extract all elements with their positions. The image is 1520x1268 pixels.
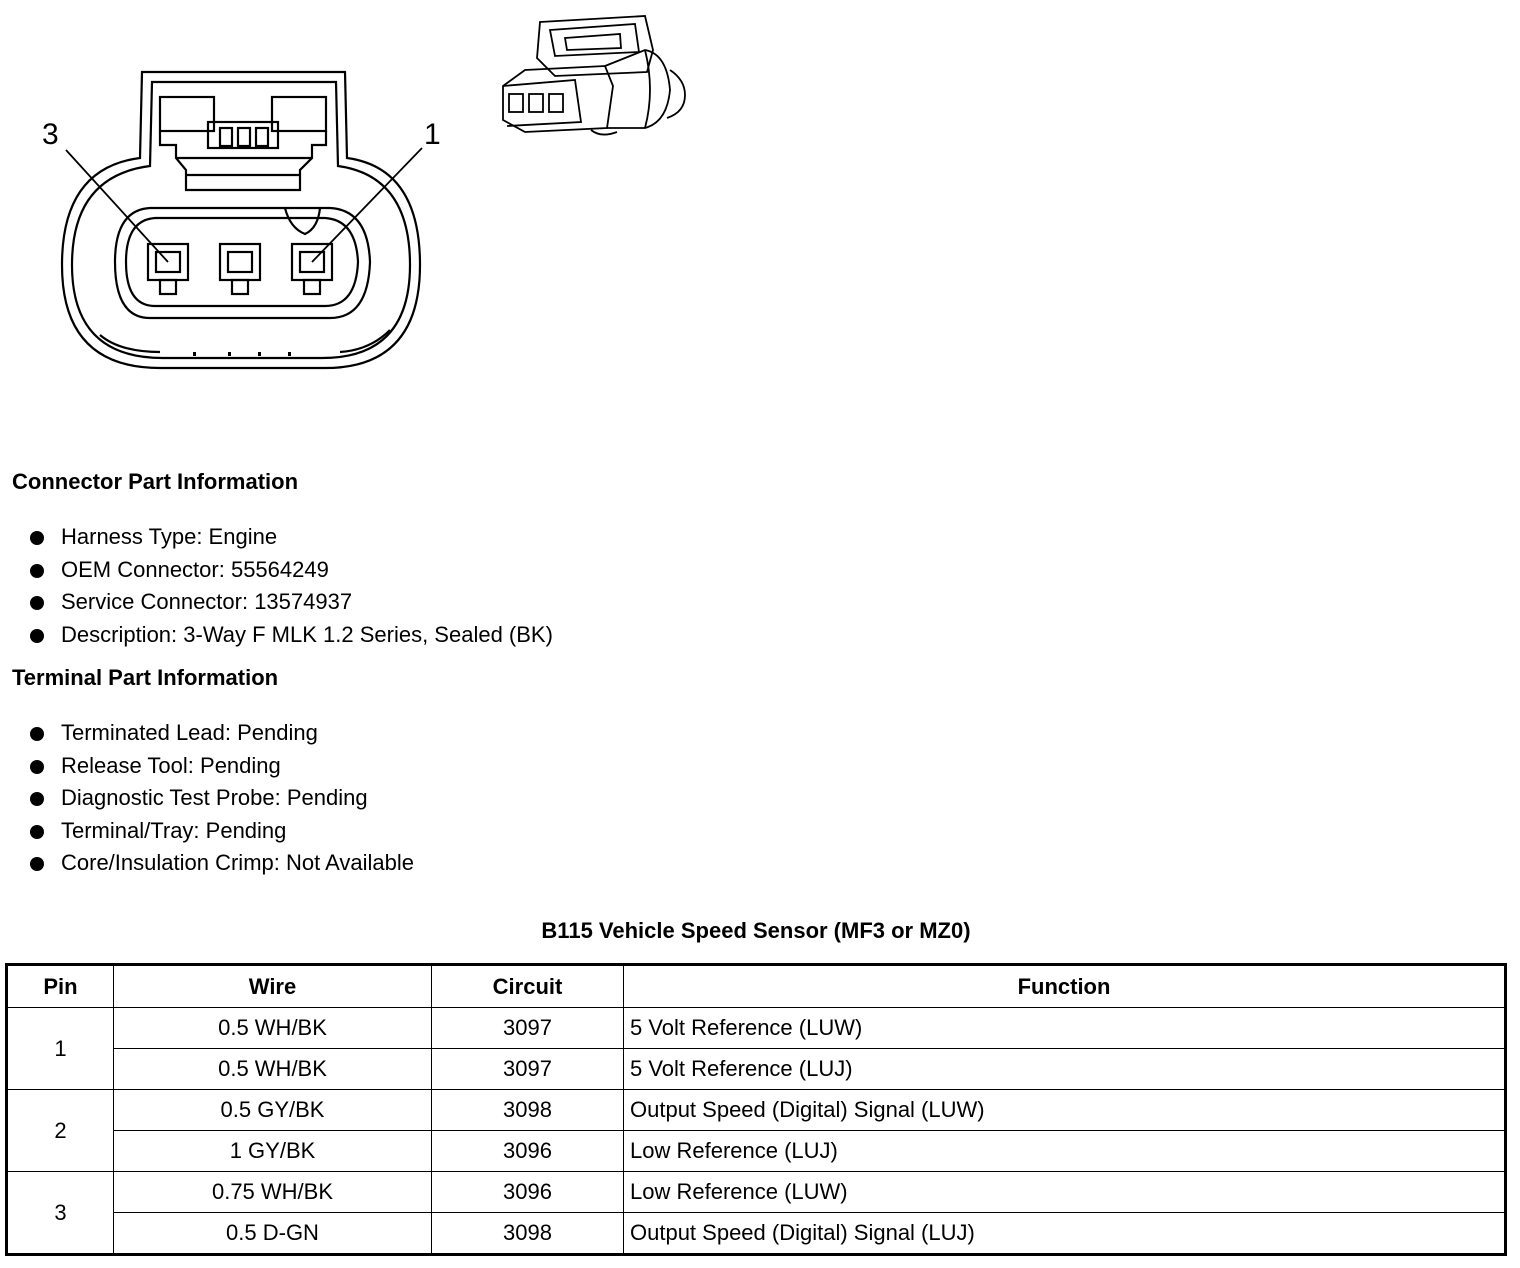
- list-item: Core/Insulation Crimp: Not Available: [30, 847, 414, 880]
- function-cell: Low Reference (LUW): [624, 1172, 1506, 1213]
- pin-cell: 1: [7, 1008, 114, 1090]
- circuit-cell: 3097: [432, 1049, 624, 1090]
- list-item: Service Connector: 13574937: [30, 586, 553, 619]
- table-row: [7, 1213, 1506, 1255]
- connector-isometric-illustration: [495, 10, 695, 140]
- wire-cell: 0.75 WH/BK: [114, 1172, 432, 1213]
- connector-part-info-list: [30, 521, 553, 651]
- table-title: B115 Vehicle Speed Sensor (MF3 or MZ0): [541, 918, 971, 943]
- pin-label-1: 1: [424, 118, 441, 151]
- function-cell: Output Speed (Digital) Signal (LUJ): [624, 1213, 1506, 1255]
- circuit-cell: 3096: [432, 1172, 624, 1213]
- list-item: Terminated Lead: Pending: [30, 717, 414, 750]
- header-function: Function: [624, 965, 1506, 1008]
- list-item: Release Tool: Pending: [30, 750, 414, 783]
- wire-cell: 0.5 WH/BK: [114, 1049, 432, 1090]
- header-wire: Wire: [114, 965, 432, 1008]
- list-item: Harness Type: Engine: [30, 521, 553, 554]
- header-pin: Pin: [7, 965, 114, 1008]
- pin-label-3: 3: [42, 118, 59, 151]
- connector-part-info-heading: Connector Part Information: [12, 469, 299, 494]
- list-item: OEM Connector: 55564249: [30, 554, 553, 587]
- wire-cell: 1 GY/BK: [114, 1131, 432, 1172]
- function-cell: Low Reference (LUJ): [624, 1131, 1506, 1172]
- list-item: Description: 3-Way F MLK 1.2 Series, Sealed (BK): [30, 619, 553, 652]
- function-cell: 5 Volt Reference (LUJ): [624, 1049, 1506, 1090]
- table-row: [7, 1172, 1506, 1213]
- pin-cell: 2: [7, 1090, 114, 1172]
- header-circuit: Circuit: [432, 965, 624, 1008]
- wire-cell: 0.5 WH/BK: [114, 1008, 432, 1049]
- circuit-cell: 3098: [432, 1213, 624, 1255]
- terminal-part-info-list: [30, 717, 414, 880]
- table-header-row: [7, 965, 1506, 1008]
- connector-face-diagram: [0, 0, 460, 400]
- terminal-part-info-heading: Terminal Part Information: [12, 665, 279, 690]
- circuit-cell: 3097: [432, 1008, 624, 1049]
- wire-cell: 0.5 D-GN: [114, 1213, 432, 1255]
- pinout-table: [5, 963, 1507, 1256]
- table-row: [7, 1131, 1506, 1172]
- list-item: Terminal/Tray: Pending: [30, 815, 414, 848]
- table-row: [7, 1008, 1506, 1049]
- wire-cell: 0.5 GY/BK: [114, 1090, 432, 1131]
- circuit-cell: 3096: [432, 1131, 624, 1172]
- pin-cell: 3: [7, 1172, 114, 1255]
- circuit-cell: 3098: [432, 1090, 624, 1131]
- list-item: Diagnostic Test Probe: Pending: [30, 782, 414, 815]
- function-cell: Output Speed (Digital) Signal (LUW): [624, 1090, 1506, 1131]
- table-row: [7, 1049, 1506, 1090]
- table-row: [7, 1090, 1506, 1131]
- function-cell: 5 Volt Reference (LUW): [624, 1008, 1506, 1049]
